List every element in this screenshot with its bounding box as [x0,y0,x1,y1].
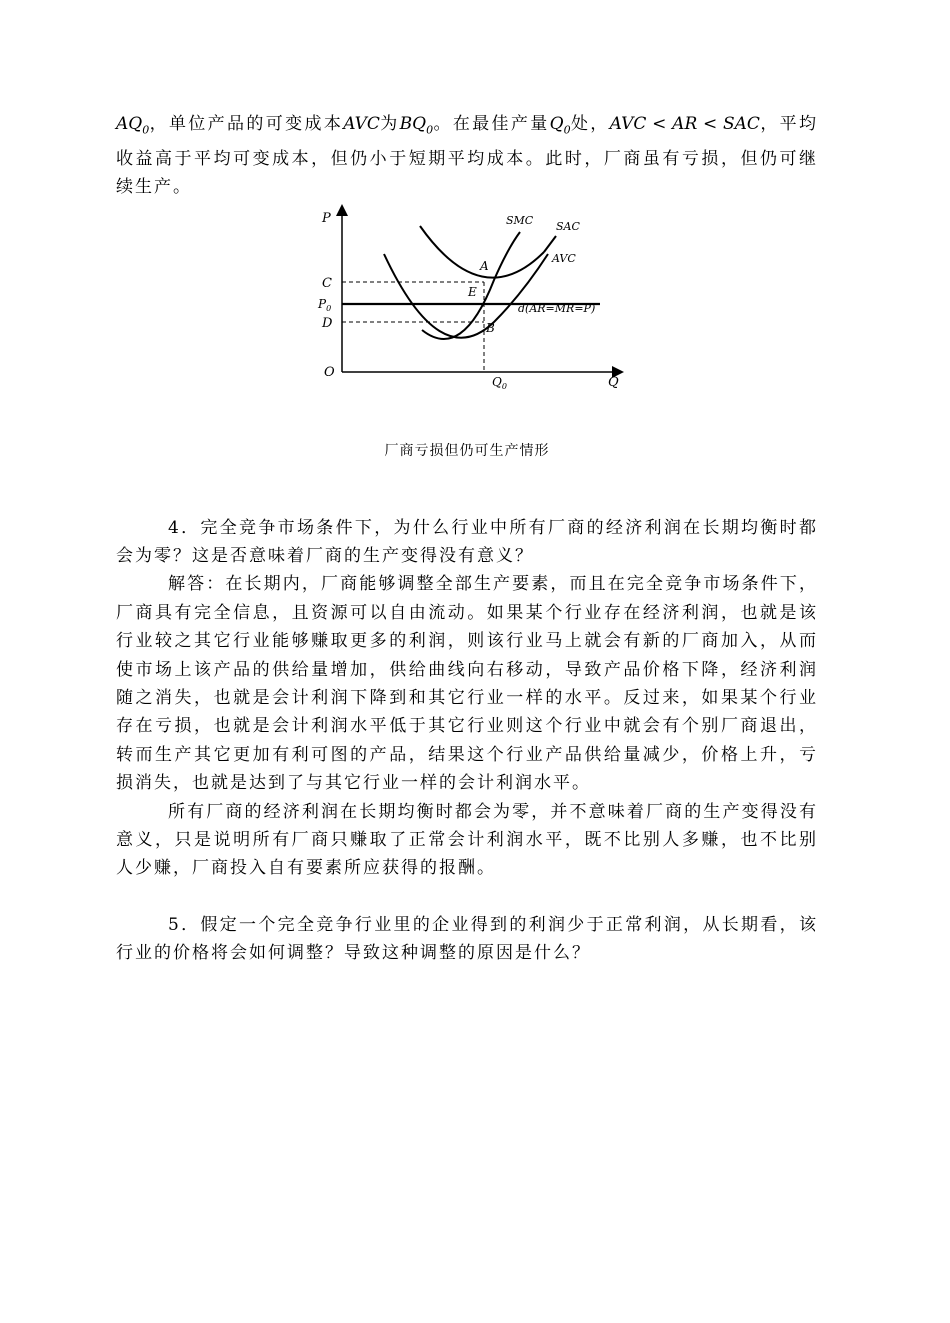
document-page [116,110,818,968]
avc-label: AVC [552,251,576,265]
point-a-label: A [480,258,489,273]
cost-curve-figure [116,204,818,436]
cost-curve-diagram [312,204,632,436]
point-e-label: E [468,284,477,299]
demand-label: d(AR=MR=P) [518,301,596,315]
p-axis-label: P [322,210,331,226]
sac-label: SAC [556,219,580,233]
avc-curve [384,254,548,338]
q0-label: $Q_0$ [492,374,507,391]
intro-paragraph: $AQ_0$，单位产品的可变成本AVC为$BQ_0$。在最佳产量$Q_0$处，AVC < AR < SAC，平均收益高于平均可变成本，但仍小于短期平均成本。此时，厂商虽有亏损，但仍可继续生产。 [116,114,819,198]
sac-curve-tail [544,236,556,252]
point-b-label: B [486,320,495,335]
q-axis-label: Q [608,374,619,390]
answer-4-paragraph-2: 所有厂商的经济利润在长期均衡时都会为零，并不意味着厂商的生产变得没有意义，只是说明所有厂商只赚取了正常会计利润水平，既不比别人多赚，也不比别人少赚，厂商投入自有要素所应获得的报酬。 [116,801,818,879]
origin-label: O [324,364,335,380]
question-5: 5．假定一个完全竞争行业里的企业得到的利润少于正常利润，从长期看，该行业的价格将会如何调整？导致这种调整的原因是什么？ [116,914,818,964]
question-4: 4．完全竞争市场条件下，为什么行业中所有厂商的经济利润在长期均衡时都会为零？这是否意味着厂商的生产变得没有意义？ [116,517,818,567]
answer-4-paragraph-1: 解答：在长期内，厂商能够调整全部生产要素，而且在完全竞争市场条件下，厂商具有完全信息，且资源可以自由流动。如果某个行业存在经济利润，也就是该行业较之其它行业能够赚取更多的利润，则该行业马上就会有新的厂商加入，从而使市场上该产品的供给量增加，供给曲线向右移动，导致产品价格下降，经济利润随之消失，也就是会计利润下降到和其它行业一样的水平。反过来，如果某个行业存在亏损，也就是会计利润水平低于其它行业则这个行业中就会有个别厂商退出，转而生产其它更加有利可图的产品，结果这个行业产品供给量减少，价格上升，亏损消失，也就是达到了与其它行业一样的会计利润水平。 [116,574,818,794]
figure-caption: 厂商亏损但仍可生产情形 [384,442,550,459]
smc-label: SMC [506,213,534,227]
math-aq0: $AQ_0$ [116,114,150,137]
d-label: D [322,315,333,331]
p0-label: $P_0$ [318,296,332,313]
math-q0: $Q_0$ [549,114,571,137]
math-bq0: $BQ_0$ [399,114,434,137]
c-label: C [322,275,332,291]
